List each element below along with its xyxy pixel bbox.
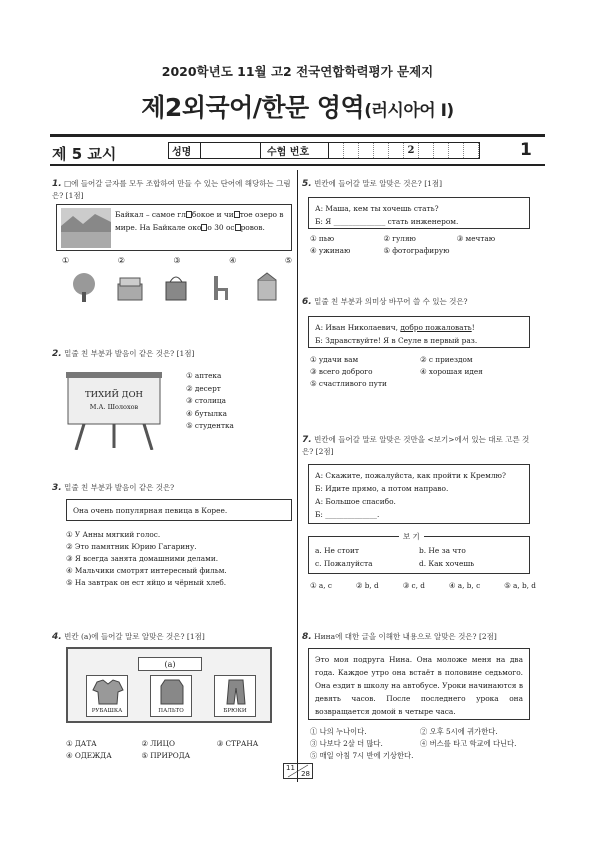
q7-bogi: 보 기 a. Не стоит b. Не за что c. Пожалуйста d. Как хочешь [308, 536, 530, 574]
q2-options [186, 370, 286, 433]
q1-stem: 1. □에 들어갈 글자를 모두 조합하여 만들 수 있는 단어에 해당하는 그림은? [1점] [52, 179, 291, 200]
q5-option[interactable]: ③ мечтаю [456, 234, 496, 243]
q8-options [310, 726, 530, 762]
q8-stem: 8. Нина에 대한 글을 이해한 내용으로 알맞은 것은? [2점] [302, 632, 497, 642]
q4-blank: (a) [138, 657, 202, 671]
q4-stem: 4. 빈칸 (a)에 들어갈 말로 알맞은 것은? [1점] [52, 632, 205, 642]
exam-title: 2020학년도 11월 고2 전국연합학력평가 문제지 [161, 64, 434, 79]
q8-option[interactable]: ③ 나보다 2살 더 많다. [310, 739, 383, 748]
q3-option[interactable]: ③ Я всегда занята домашними делами. [66, 554, 219, 563]
q8-option[interactable]: ⑤ 매일 아침 7시 반에 기상한다. [310, 751, 414, 760]
q3-option[interactable]: ② Это памятник Юрию Гагарину. [66, 542, 197, 551]
lake-photo [61, 208, 111, 248]
q2-option[interactable]: ⑤ студентка [186, 421, 234, 430]
q7-options [310, 580, 536, 592]
q1-labels: ① ② ③ ④ ⑤ [62, 256, 292, 265]
q5-option[interactable]: ⑤ фотографирую [383, 246, 450, 255]
q5-option[interactable]: ④ ужинаю [310, 246, 351, 255]
exam-no-label: 수험 번호 [261, 143, 329, 158]
subject-title: 제2외국어/한문 영역(러시아어 Ⅰ) [141, 93, 454, 122]
q8-option[interactable]: ④ 버스를 타고 학교에 다닌다. [420, 739, 517, 748]
q2-option[interactable]: ① аптека [186, 371, 222, 380]
q3-option[interactable]: ④ Мальчики смотрят интересный фильм. [66, 566, 227, 575]
trousers-card: БРЮКИ [214, 675, 256, 717]
q5-stem: 5. 빈칸에 들어갈 말로 알맞은 것은? [1점] [302, 179, 443, 189]
poster-title: ТИХИЙ ДОН [85, 390, 143, 400]
q7-option[interactable]: ② b, d [355, 581, 379, 590]
page-counter: 11 28 [283, 763, 313, 779]
q6-option[interactable]: ⑤ счастливого пути [310, 379, 387, 388]
q6-stem: 6. 밑줄 친 부분과 의미상 바꾸어 쓸 수 있는 것은? [302, 297, 468, 307]
student-info-box [168, 142, 480, 159]
q3-option[interactable]: ① У Анны мягкий голос. [66, 530, 161, 539]
q7-option[interactable]: ① a, c [310, 581, 332, 590]
q7-option[interactable]: ⑤ a, b, d [504, 581, 536, 590]
q7-option[interactable]: ③ c, d [402, 581, 425, 590]
q4-option[interactable]: ③ СТРАНА [216, 739, 259, 748]
q3-option[interactable]: ⑤ На завтрак он ест яйцо и чёрный хлеб. [66, 578, 227, 587]
q3-options [66, 529, 292, 589]
shirt-card: РУБАШКА [86, 675, 128, 717]
page-number: 1 [520, 140, 532, 160]
chair-icon [214, 276, 228, 300]
q7-option[interactable]: ④ a, b, c [448, 581, 481, 590]
q4-board [66, 647, 272, 723]
column-divider [297, 170, 298, 782]
q7-stem: 7. 빈칸에 들어갈 말로 알맞은 것만을 <보기>에서 있는 대로 고른 것은? [2점] [302, 435, 530, 456]
q2-stem: 2. 밑줄 친 부분과 발음이 같은 것은? [1점] [52, 349, 195, 359]
tree-icon [73, 273, 95, 302]
q5-option[interactable]: ① пью [310, 234, 335, 243]
q4-option[interactable]: ② ЛИЦО [141, 739, 175, 748]
period-label: 제 5 교시 [52, 145, 117, 163]
header-rule [50, 134, 545, 137]
q5-options [310, 233, 530, 257]
q2-option[interactable]: ④ бутылка [186, 408, 227, 418]
q2-option[interactable]: ② десерт [186, 383, 221, 393]
header-rule-2 [50, 164, 545, 166]
q3-box: Она очень популярная певица в Корее. [66, 499, 292, 521]
q4-option[interactable]: ④ ОДЕЖДА [66, 751, 112, 760]
q3-stem: 3. 밑줄 친 부분과 발음이 같은 것은? [52, 483, 175, 493]
q1-box: Байкал – самое гл бокое и чи тое озеро в мире. На Байкале око о 30 ос ровов. [56, 204, 292, 251]
q6-option[interactable]: ③ всего доброго [310, 367, 373, 376]
q2-poster [64, 370, 164, 440]
name-field[interactable] [201, 143, 261, 158]
q2-option[interactable]: ③ столица [186, 396, 226, 405]
exam-no-field[interactable]: 2 [329, 143, 479, 158]
bag-icon [166, 277, 186, 300]
q6-box: А: Иван Николаевич, добро пожаловать! Б: Здравствуйте! Я в Сеуле в первый раз. [308, 316, 530, 348]
q4-option[interactable]: ① ДАТА [66, 739, 97, 748]
q4-options [66, 738, 292, 762]
q1-pictures [62, 270, 292, 304]
name-label: 성명 [169, 143, 201, 158]
q6-option[interactable]: ② с приездом [420, 355, 473, 364]
milk-carton-icon [258, 273, 276, 300]
q8-option[interactable]: ① 나의 누나이다. [310, 727, 367, 736]
q8-option[interactable]: ② 오후 5시에 귀가한다. [420, 727, 498, 736]
q4-option[interactable]: ⑤ ПРИРОДА [141, 751, 191, 760]
coat-card: ПАЛЬТО [150, 675, 192, 717]
q7-box: А: Скажите, пожалуйста, как пройти к Кремлю? Б: Идите прямо, а потом направо. А: Большое спасибо. Б: ______________. [308, 464, 530, 524]
poster-author: М.А. Шолохов [89, 403, 139, 411]
cake-icon [118, 278, 142, 300]
q6-options [310, 354, 530, 390]
q6-option[interactable]: ④ хорошая идея [420, 367, 483, 376]
q5-box: А: Маша, кем ты хочешь стать? Б: Я ______________ стать инженером. [308, 197, 530, 229]
q6-option[interactable]: ① удачи вам [310, 355, 359, 364]
q8-box: Это моя подруга Нина. Она моложе меня на два года. Каждое утро она встаёт в половине седьмого. Она ездит в школу на автобусе. Уроки начинаются в девять часов. После последнего урока она возвращается домой в четыре часа. [308, 648, 530, 720]
q5-option[interactable]: ② гуляю [383, 234, 416, 243]
